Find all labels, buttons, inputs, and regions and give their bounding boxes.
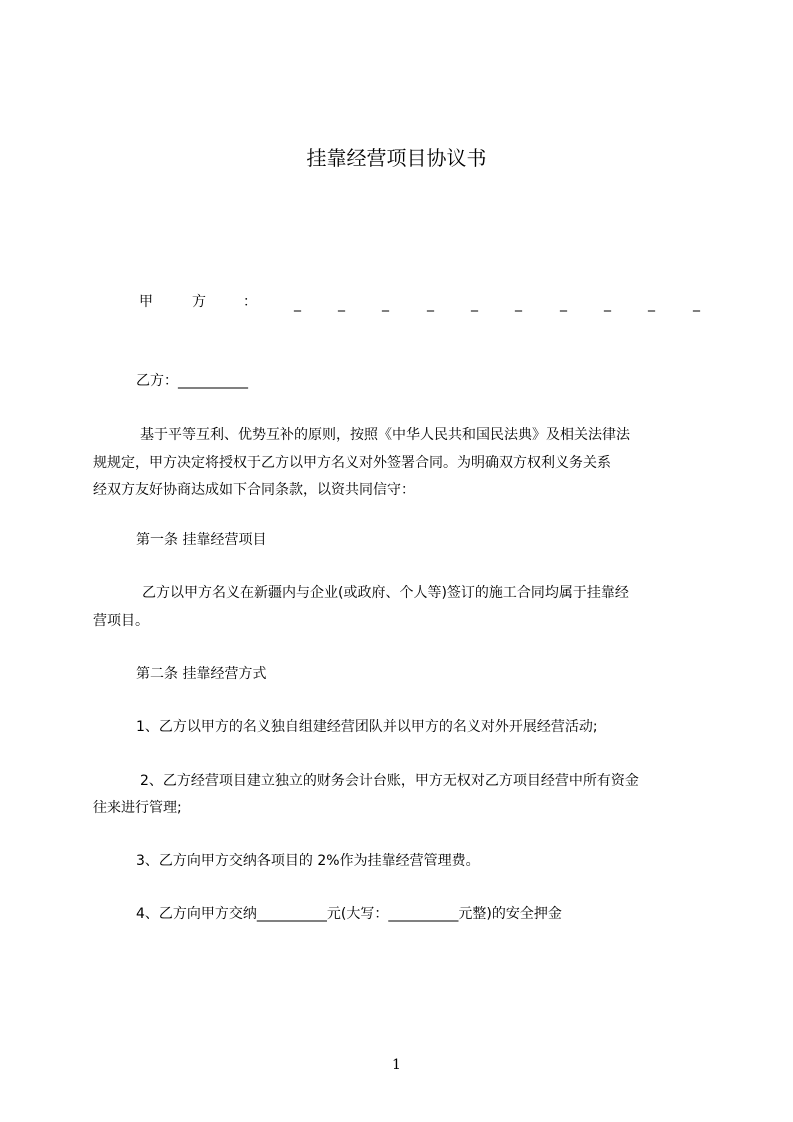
preamble-line: 基于平等互利、优势互补的原则，按照《中华人民共和国民法典》及相关法律法 <box>140 427 630 443</box>
article-1-line: 乙方以甲方名义在新疆内与企业(或政府、个人等)签订的施工合同均属于挂靠经 <box>142 585 629 601</box>
party-a-blank-segment: _ <box>294 296 301 312</box>
party-a-blank-segment: _ <box>382 296 389 312</box>
article-1-heading: 第一条 挂靠经营项目 <box>136 532 267 548</box>
party-a-blank-segment: _ <box>648 296 655 312</box>
article-2-item-line: 2、乙方经营项目建立独立的财务会计台账，甲方无权对乙方项目经营中所有资金 <box>140 773 639 789</box>
party-a-blank-segment: _ <box>693 296 700 312</box>
party-a-label-char: 甲 <box>139 294 153 310</box>
party-a-blank-segment: _ <box>427 296 434 312</box>
preamble-line: 规规定，甲方决定将授权于乙方以甲方名义对外签署合同。为明确双方权利义务关系 <box>93 455 611 471</box>
article-2-item-line: 往来进行管理; <box>93 800 182 816</box>
party-a-blank-segment: _ <box>604 296 611 312</box>
party-a-colon: ： <box>243 294 257 310</box>
party-a-blank-segment: _ <box>515 296 522 312</box>
article-2-heading: 第二条 挂靠经营方式 <box>136 666 267 682</box>
party-b-line: 乙方：__________ <box>136 373 248 389</box>
article-1-line: 营项目。 <box>93 613 149 629</box>
party-a-line <box>139 292 709 316</box>
party-a-blank-segment: _ <box>338 296 345 312</box>
party-a-blank-segment: _ <box>560 296 567 312</box>
article-2-item: 1、乙方以甲方的名义独自组建经营团队并以甲方的名义对外开展经营活动; <box>136 719 598 735</box>
document-title: 挂靠经营项目协议书 <box>306 146 487 170</box>
party-a-blank-segment: _ <box>471 296 478 312</box>
preamble-line: 经双方友好协商达成如下合同条款，以资共同信守： <box>93 482 415 498</box>
article-2-item: 3、乙方向甲方交纳各项目的 2%作为挂靠经营管理费。 <box>136 853 480 869</box>
article-2-item: 4、乙方向甲方交纳__________元(大写：__________元整)的安全押金 <box>136 906 562 922</box>
page-number: 1 <box>392 1057 401 1073</box>
party-a-label-char: 方 <box>192 294 206 310</box>
